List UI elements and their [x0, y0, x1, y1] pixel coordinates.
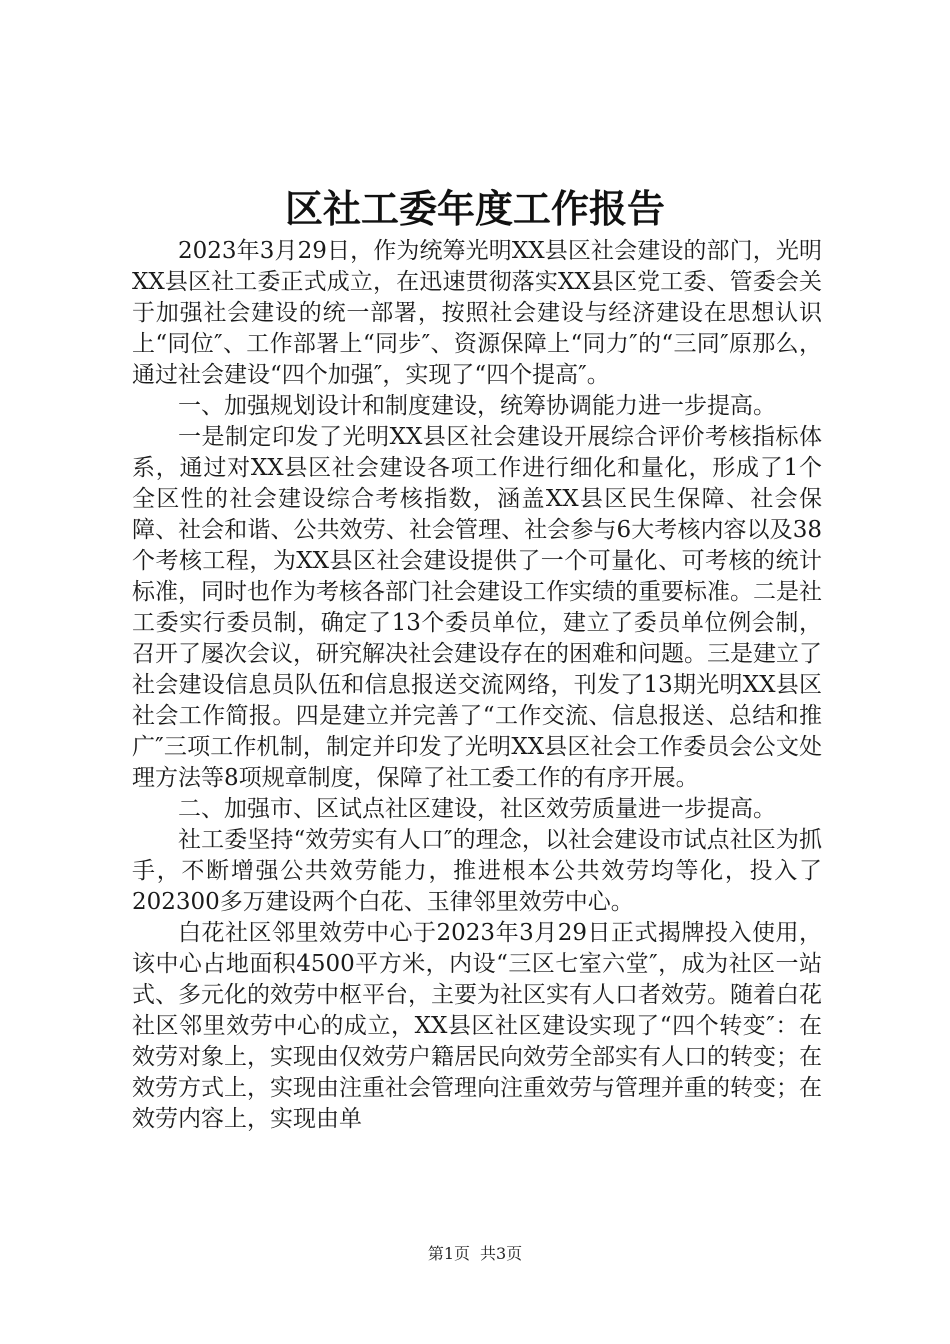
- section-heading-1: 一、加强规划设计和制度建设，统筹协调能力进一步提高。: [178, 393, 776, 419]
- section-heading-2: 二、加强市、区试点社区建设，社区效劳质量进一步提高。: [178, 796, 776, 822]
- page-total: 共3页: [480, 1244, 523, 1263]
- paragraph-section-2b: 白花社区邻里效劳中心于2023年3月29日正式揭牌投入使用，该中心占地面积4500平方米，内设“三区七室六堂″，成为社区一站式、多元化的效劳中枢平台，主要为社区实有人口者效劳。随着白花社区邻里效劳中心的成立，XX县区社区建设实现了“四个转变″：在效劳对象上，实现由仅效劳户籍居民向效劳全部实有人口的转变；在效劳方式上，实现由注重社会管理向注重效劳与管理并重的转变；在效劳内容上，实现由单: [132, 920, 822, 1132]
- paragraph-intro: 2023年3月29日，作为统筹光明XX县区社会建设的部门，光明XX县区社工委正式成立，在迅速贯彻落实XX县区党工委、管委会关于加强社会建设的统一部署，按照社会建设与经济建设在思想认识上“同位″、工作部署上“同步″、资源保障上“同力″的“三同″原那么，通过社会建设“四个加强″，实现了“四个提高″。: [132, 238, 822, 388]
- paragraph-section-1: 一是制定印发了光明XX县区社会建设开展综合评价考核指标体系，通过对XX县区社会建设各项工作进行细化和量化，形成了1个全区性的社会建设综合考核指数，涵盖XX县区民生保障、社会保障、社会和谐、公共效劳、社会管理、社会参与6大考核内容以及38个考核工程，为XX县区社会建设提供了一个可量化、可考核的统计标准，同时也作为考核各部门社会建设工作实绩的重要标准。二是社工委实行委员制，确定了13个委员单位，建立了委员单位例会制，召开了屡次会议，研究解决社会建设存在的困难和问题。三是建立了社会建设信息员队伍和信息报送交流网络，刊发了13期光明XX县区社会工作简报。四是建立并完善了“工作交流、信息报送、总结和推广″三项工作机制，制定并印发了光明XX县区社会工作委员会公文处理方法等8项规章制度，保障了社工委工作的有序开展。: [132, 424, 822, 791]
- document-title: 区社工委年度工作报告: [284, 186, 665, 231]
- document-body: [132, 236, 822, 1135]
- page-footer: [0, 1243, 950, 1265]
- paragraph-section-2a: 社工委坚持“效劳实有人口″的理念，以社会建设市试点社区为抓手，不断增强公共效劳能力，推进根本公共效劳均等化，投入了202300多万建设两个白花、玉律邻里效劳中心。: [132, 827, 822, 915]
- page-number: 第1页: [427, 1244, 470, 1263]
